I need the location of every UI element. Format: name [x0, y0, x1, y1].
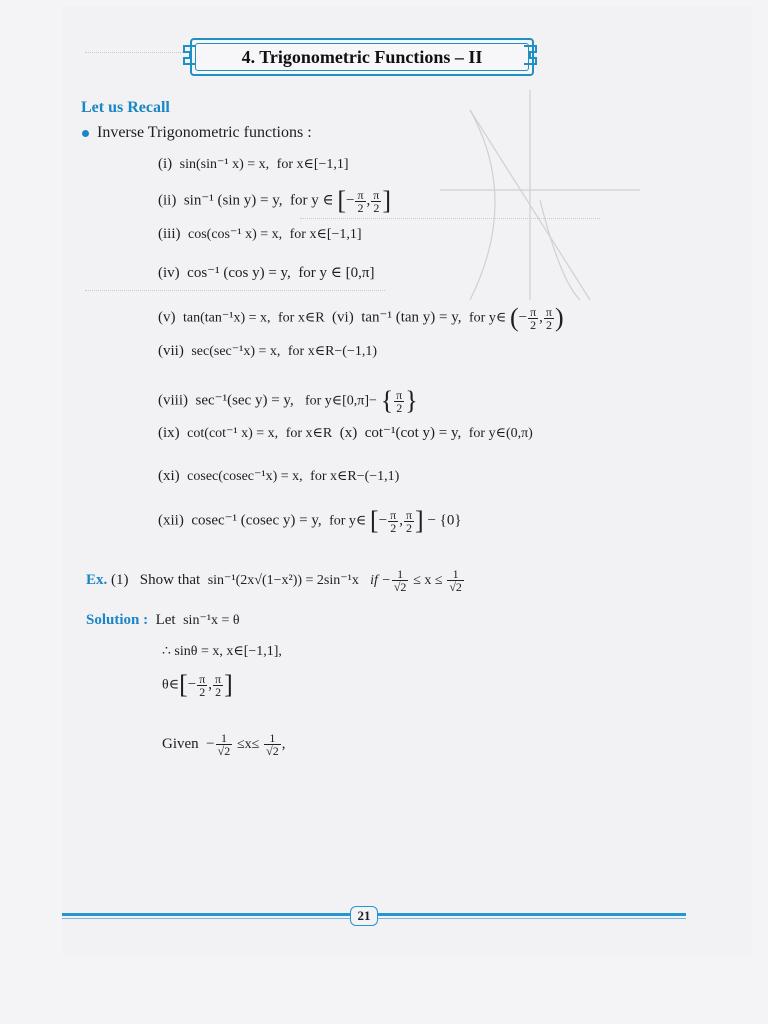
bullet-dot-icon — [82, 130, 89, 137]
bullet-item — [82, 124, 312, 142]
identity-xi: (xi) cosec(cosec⁻¹x) = x, for x∈R−(−1,1) — [158, 468, 400, 484]
bullet-text: Inverse Trigonometric functions : — [97, 124, 312, 141]
solution-line-3: θ∈[− $\frac{\pi}{2}$ , $\frac{\pi}{2}$ ] — [162, 670, 233, 699]
identity-ii: (ii) sin⁻¹ (sin y) = y, for y ∈ [− $\frac{\pi}{2}$ , $\frac{\pi}{2}$ ] — [158, 186, 392, 215]
identity-i: (i) sin(sin⁻¹ x) = x, for x∈[−1,1] — [158, 156, 349, 172]
solution-line-4: Given − $\frac{1}{√2}$ ≤x≤ $\frac{1}{√2}$ , — [162, 731, 286, 758]
identity-vii: (vii) sec(sec⁻¹x) = x, for x∈R−(−1,1) — [158, 343, 378, 359]
example-1: Ex. (1) Show that sin⁻¹(2x√(1−x²)) = 2sin⁻¹x if − $\frac{1}{√2}$ ≤ x ≤ $\frac{1}{√2}$ — [86, 567, 462, 594]
solution-line-1: Solution : Let sin⁻¹x = θ — [86, 612, 240, 628]
identity-ix-x: (ix) cot(cot⁻¹ x) = x, for x∈R (x) cot⁻¹(cot y) = y, for y∈(0,π) — [158, 425, 533, 441]
section-heading-recall: Let us Recall — [81, 99, 170, 116]
identity-iv: (iv) cos⁻¹ (cos y) = y, for y ∈ [0,π] — [158, 265, 375, 281]
identity-viii: (viii) sec⁻¹(sec y) = y, for y∈[0,π]− { $\frac{\pi}{2}$ } — [158, 386, 418, 415]
identity-v-vi: (v) tan(tan⁻¹x) = x, for x∈R (vi) tan⁻¹ (tan y) = y, for y∈ (− $\frac{\pi}{2}$ , $\frac{\pi}{2}$ ) — [158, 303, 564, 332]
title-ornament-left-icon — [180, 44, 198, 68]
guide-line — [85, 290, 385, 291]
identity-xii: (xii) cosec⁻¹ (cosec y) = y, for y∈ [− $\frac{\pi}{2}$ , $\frac{\pi}{2}$ ] − {0} — [158, 506, 462, 535]
solution-label: Solution : — [86, 612, 149, 628]
guide-line — [300, 218, 600, 219]
chapter-title-box — [190, 38, 534, 76]
chapter-title: 4. Trigonometric Functions – II — [241, 46, 483, 67]
title-ornament-right-icon — [522, 44, 540, 68]
page-number: 21 — [350, 906, 378, 926]
example-label: Ex. — [86, 571, 108, 588]
identity-iii: (iii) cos(cos⁻¹ x) = x, for x∈[−1,1] — [158, 226, 362, 242]
solution-line-2: ∴ sinθ = x, x∈[−1,1], — [162, 644, 282, 659]
